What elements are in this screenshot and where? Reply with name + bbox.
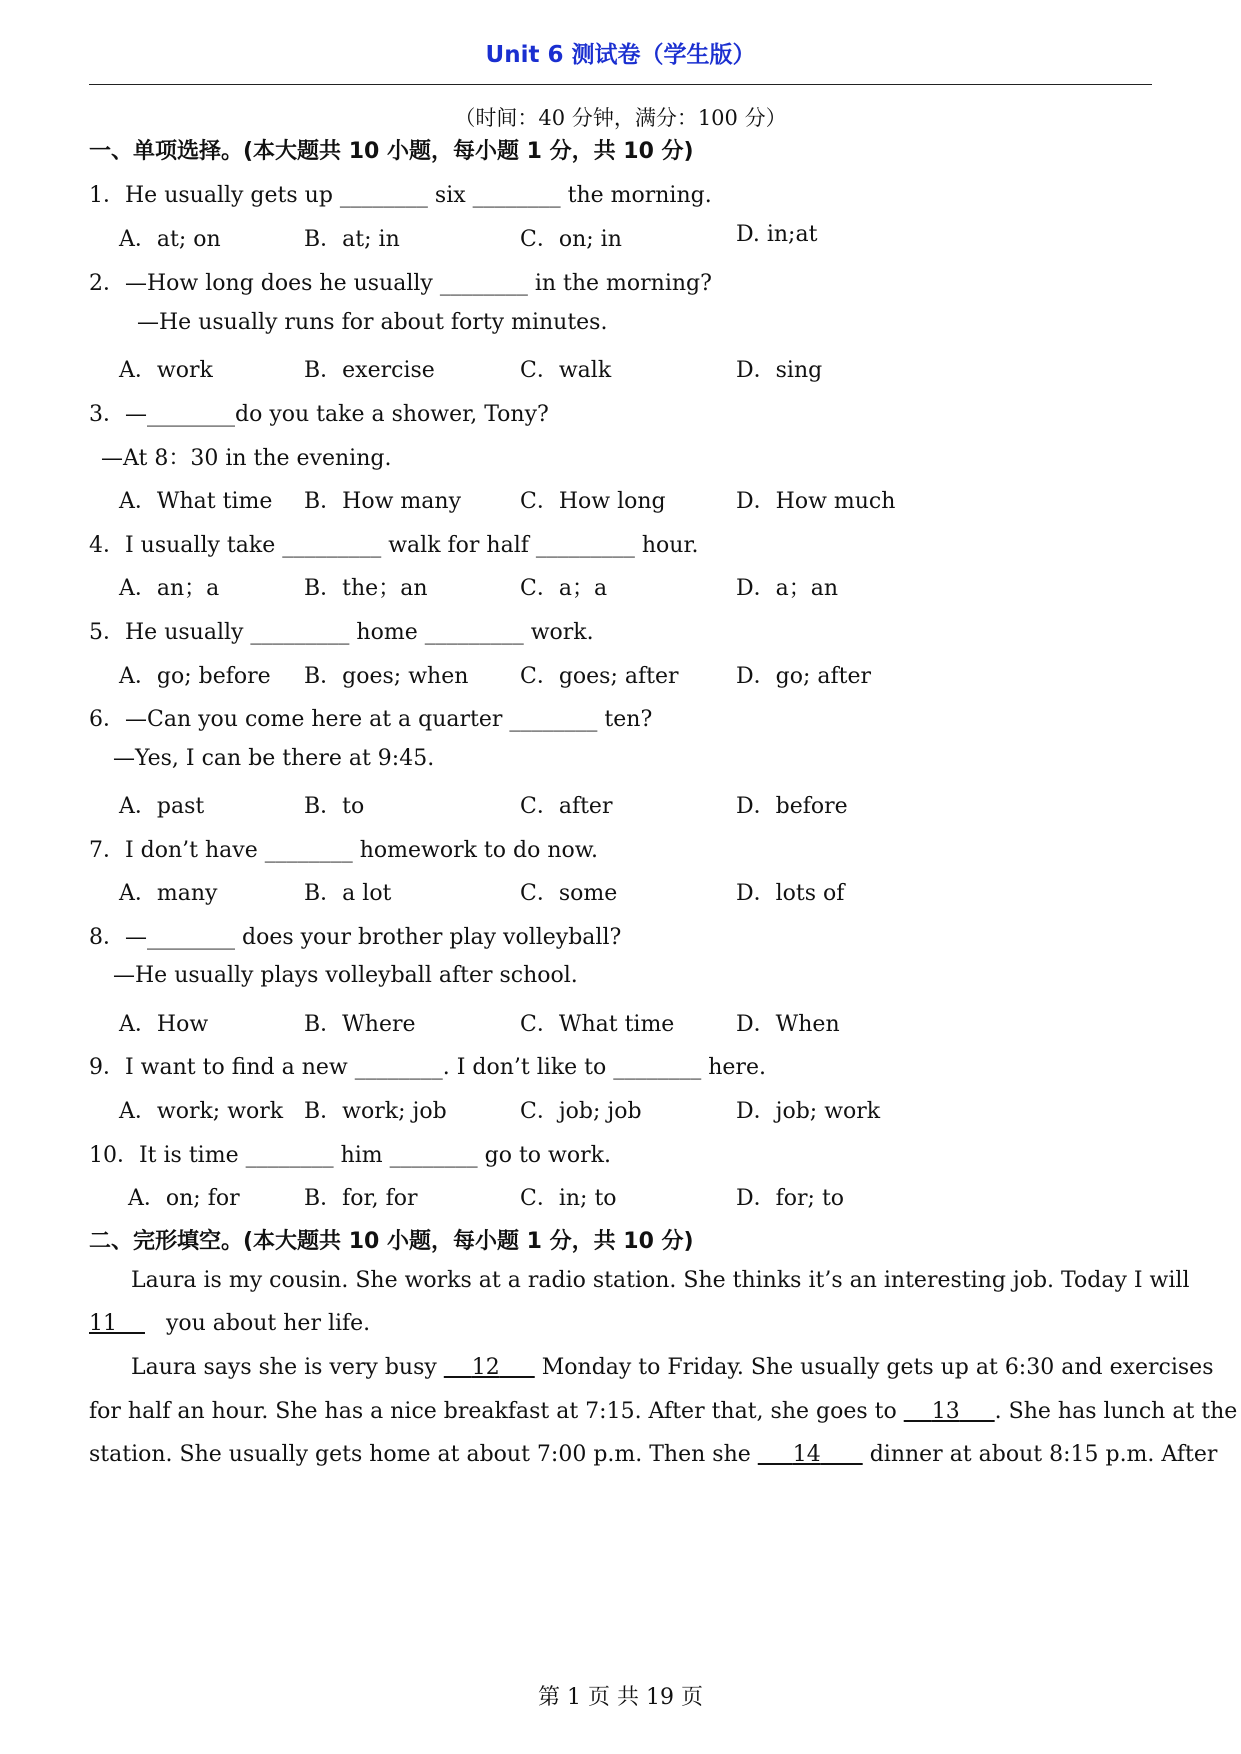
option-b: B．goes; when [304,664,469,689]
cloze-passage-line: for half an hour. She has a nice breakfast at 7:15. After that, she goes to 13 . She has lunch at the [89,1399,1238,1424]
question-10: 10．It is time ________ him ________ go to work. [89,1143,611,1168]
question-5-options [119,659,1119,689]
option-c: C．some [520,881,618,906]
question-4: 4．I usually take _________ walk for half _________ hour. [89,533,699,558]
option-b: B．How many [304,489,461,514]
question-6-options [119,789,1119,819]
option-b: B．a lot [304,881,392,906]
question-6-reply: —Yes, I can be there at 9:45. [113,746,435,771]
option-d: D．a；an [736,576,839,601]
option-c: C．on; in [520,227,622,252]
option-c: C．What time [520,1012,675,1037]
question-9-options [119,1094,1119,1124]
cloze-blank-13: 13 [931,1399,960,1424]
option-a: A．at; on [119,227,221,252]
option-d: D．job; work [736,1099,881,1124]
option-b: B．work; job [304,1099,447,1124]
section2-heading: 二、完形填空。(本大题共 10 小题，每小题 1 分，共 10 分) [89,1229,694,1254]
option-a: A．How [119,1012,209,1037]
option-a: A．work [119,358,213,383]
cloze-blank-11: 11 [89,1311,117,1336]
question-3-options [119,484,1119,514]
option-a: A．an；a [119,576,220,601]
option-a: A．many [119,881,218,906]
page-title: Unit 6 测试卷（学生版） [485,42,756,68]
cloze-blank-12: 12 [471,1355,500,1380]
question-10-options [128,1181,1128,1211]
option-d: D．sing [736,358,823,383]
question-3-reply: —At 8：30 in the evening. [101,446,392,471]
cloze-blank-14: 14 [792,1442,821,1467]
option-a: A．on; for [128,1186,240,1211]
question-3: 3．—________do you take a shower, Tony? [89,402,549,427]
option-c: C．in; to [520,1186,617,1211]
cloze-passage-line: Laura is my cousin. She works at a radio station. She thinks it’s an interesting job. Today I will [131,1268,1190,1293]
page-number: 第 1 页 共 19 页 [538,1685,703,1710]
option-b: B．the；an [304,576,428,601]
option-c: C．goes; after [520,664,679,689]
question-2-options [119,353,1119,383]
option-a: A．work; work [119,1099,284,1124]
cloze-passage-line: Laura says she is very busy 12 Monday to Friday. She usually gets up at 6:30 and exercises [131,1355,1214,1380]
option-b: B．for, for [304,1186,418,1211]
option-a: A．What time [119,489,273,514]
option-a: A．go; before [119,664,271,689]
option-d: D．for; to [736,1186,845,1211]
cloze-passage-line: 11 you about her life. [89,1311,371,1336]
option-a: A．past [119,794,205,819]
question-8-options [119,1007,1119,1037]
option-d: D．When [736,1012,840,1037]
option-b: B．at; in [304,227,400,252]
option-c: C．a；a [520,576,608,601]
option-c: C．job; job [520,1099,642,1124]
option-d: D．How much [736,489,896,514]
question-2-reply: —He usually runs for about forty minutes. [137,310,608,335]
question-4-options [119,571,1119,601]
question-5: 5．He usually _________ home _________ work. [89,620,594,645]
question-6: 6．—Can you come here at a quarter ________ ten? [89,707,653,732]
question-9: 9．I want to find a new ________. I don’t like to ________ here. [89,1055,766,1080]
option-b: B．to [304,794,365,819]
option-c: C．How long [520,489,666,514]
exam-time-info: （时间：40 分钟，满分：100 分） [454,106,787,130]
question-1-options [119,222,1119,252]
question-8-reply: —He usually plays volleyball after school. [113,963,578,988]
option-b: B．Where [304,1012,416,1037]
question-7-options [119,876,1119,906]
option-c: C．after [520,794,613,819]
question-7: 7．I don’t have ________ homework to do now. [89,838,598,863]
section1-heading: 一、单项选择。(本大题共 10 小题，每小题 1 分，共 10 分) [89,139,694,164]
question-8: 8．—________ does your brother play volleyball? [89,925,622,950]
option-b: B．exercise [304,358,435,383]
header-divider [89,84,1152,85]
option-d: D．before [736,794,848,819]
question-1: 1．He usually gets up ________ six ________ the morning. [89,183,712,208]
option-c: C．walk [520,358,612,383]
option-d: D. in;at [736,222,818,247]
cloze-passage-line: station. She usually gets home at about 7:00 p.m. Then she 14 dinner at about 8:15 p.m. After [89,1442,1218,1467]
option-d: D．go; after [736,664,872,689]
question-2: 2．—How long does he usually ________ in the morning? [89,271,712,296]
option-d: D．lots of [736,881,845,906]
